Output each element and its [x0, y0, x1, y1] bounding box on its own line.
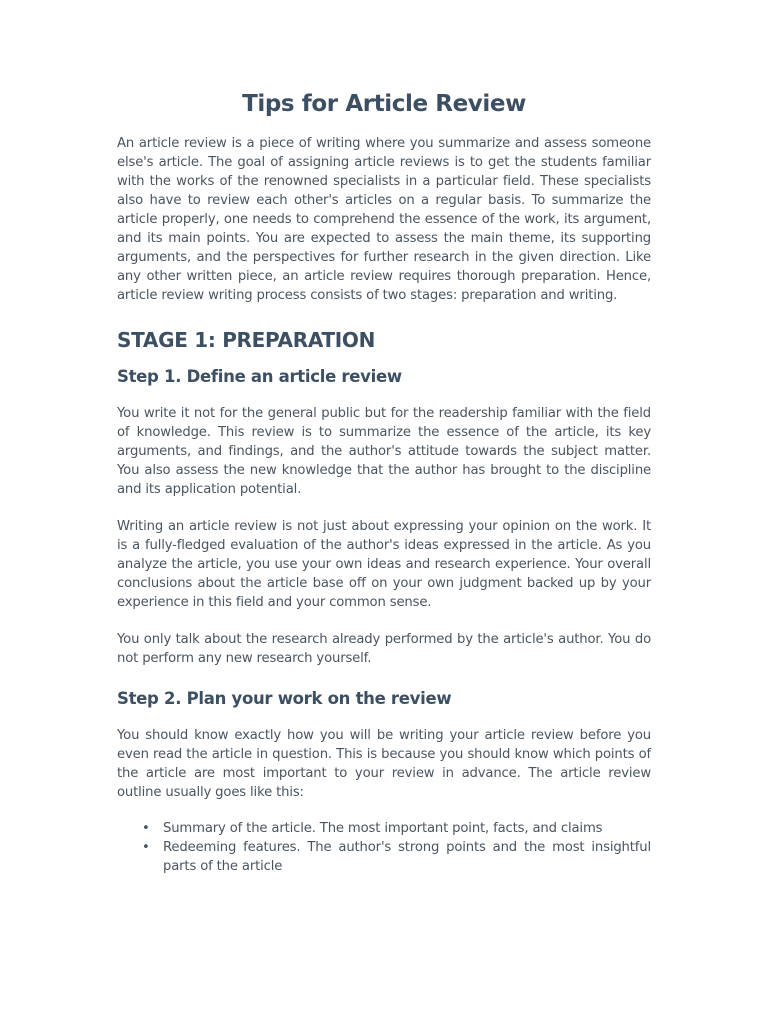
outline-list [117, 819, 651, 876]
intro-paragraph: An article review is a piece of writing where you summarize and assess someone else's article. The goal of assigning article reviews is to get the students familiar with the works of the renowned specialists in a particular field. These specialists also have to review each other's articles on a regular basis. To summarize the article properly, one needs to comprehend the essence of the work, its argument, and its main points. You are expected to assess the main theme, its supporting arguments, and the perspectives for further research in the given direction. Like any other written piece, an article review requires thorough preparation. Hence, article review writing process consists of two stages: preparation and writing. [117, 136, 651, 303]
step-1-paragraph-2: Writing an article review is not just about expressing your opinion on the work. It is a fully-fledged evaluation of the author's ideas expressed in the article. As you analyze the article, you use your own ideas and research experience. Your overall conclusions about the article base off on your own judgment backed up by your experience in this field and your common sense. [117, 519, 651, 610]
stage-1-heading: STAGE 1: PREPARATION [117, 328, 376, 352]
step-2-paragraph-1: You should know exactly how you will be writing your article review before you even read the article in question. This is because you should know which points of the article are most important to your review in advance. The article review outline usually goes like this: [117, 728, 651, 800]
bullet-icon: • [142, 821, 150, 836]
list-item-text: Redeeming features. The author's strong points and the most insightful parts of the article [163, 840, 651, 874]
document-title: Tips for Article Review [242, 91, 526, 117]
step-1-heading: Step 1. Define an article review [117, 367, 402, 386]
step-2-heading: Step 2. Plan your work on the review [117, 689, 452, 708]
list-item [142, 819, 651, 838]
document-body [117, 88, 651, 876]
step-1-paragraph-3: You only talk about the research already performed by the article's author. You do not perform any new research yourself. [117, 632, 651, 666]
step-1-paragraph-1: You write it not for the general public but for the readership familiar with the field of knowledge. This review is to summarize the essence of the article, its key arguments, and findings, and the author's attitude towards the subject matter. You also assess the new knowledge that the author has brought to the discipline and its application potential. [117, 406, 651, 497]
bullet-icon: • [142, 840, 150, 855]
list-item-text: Summary of the article. The most important point, facts, and claims [163, 821, 603, 836]
list-item [142, 838, 651, 876]
